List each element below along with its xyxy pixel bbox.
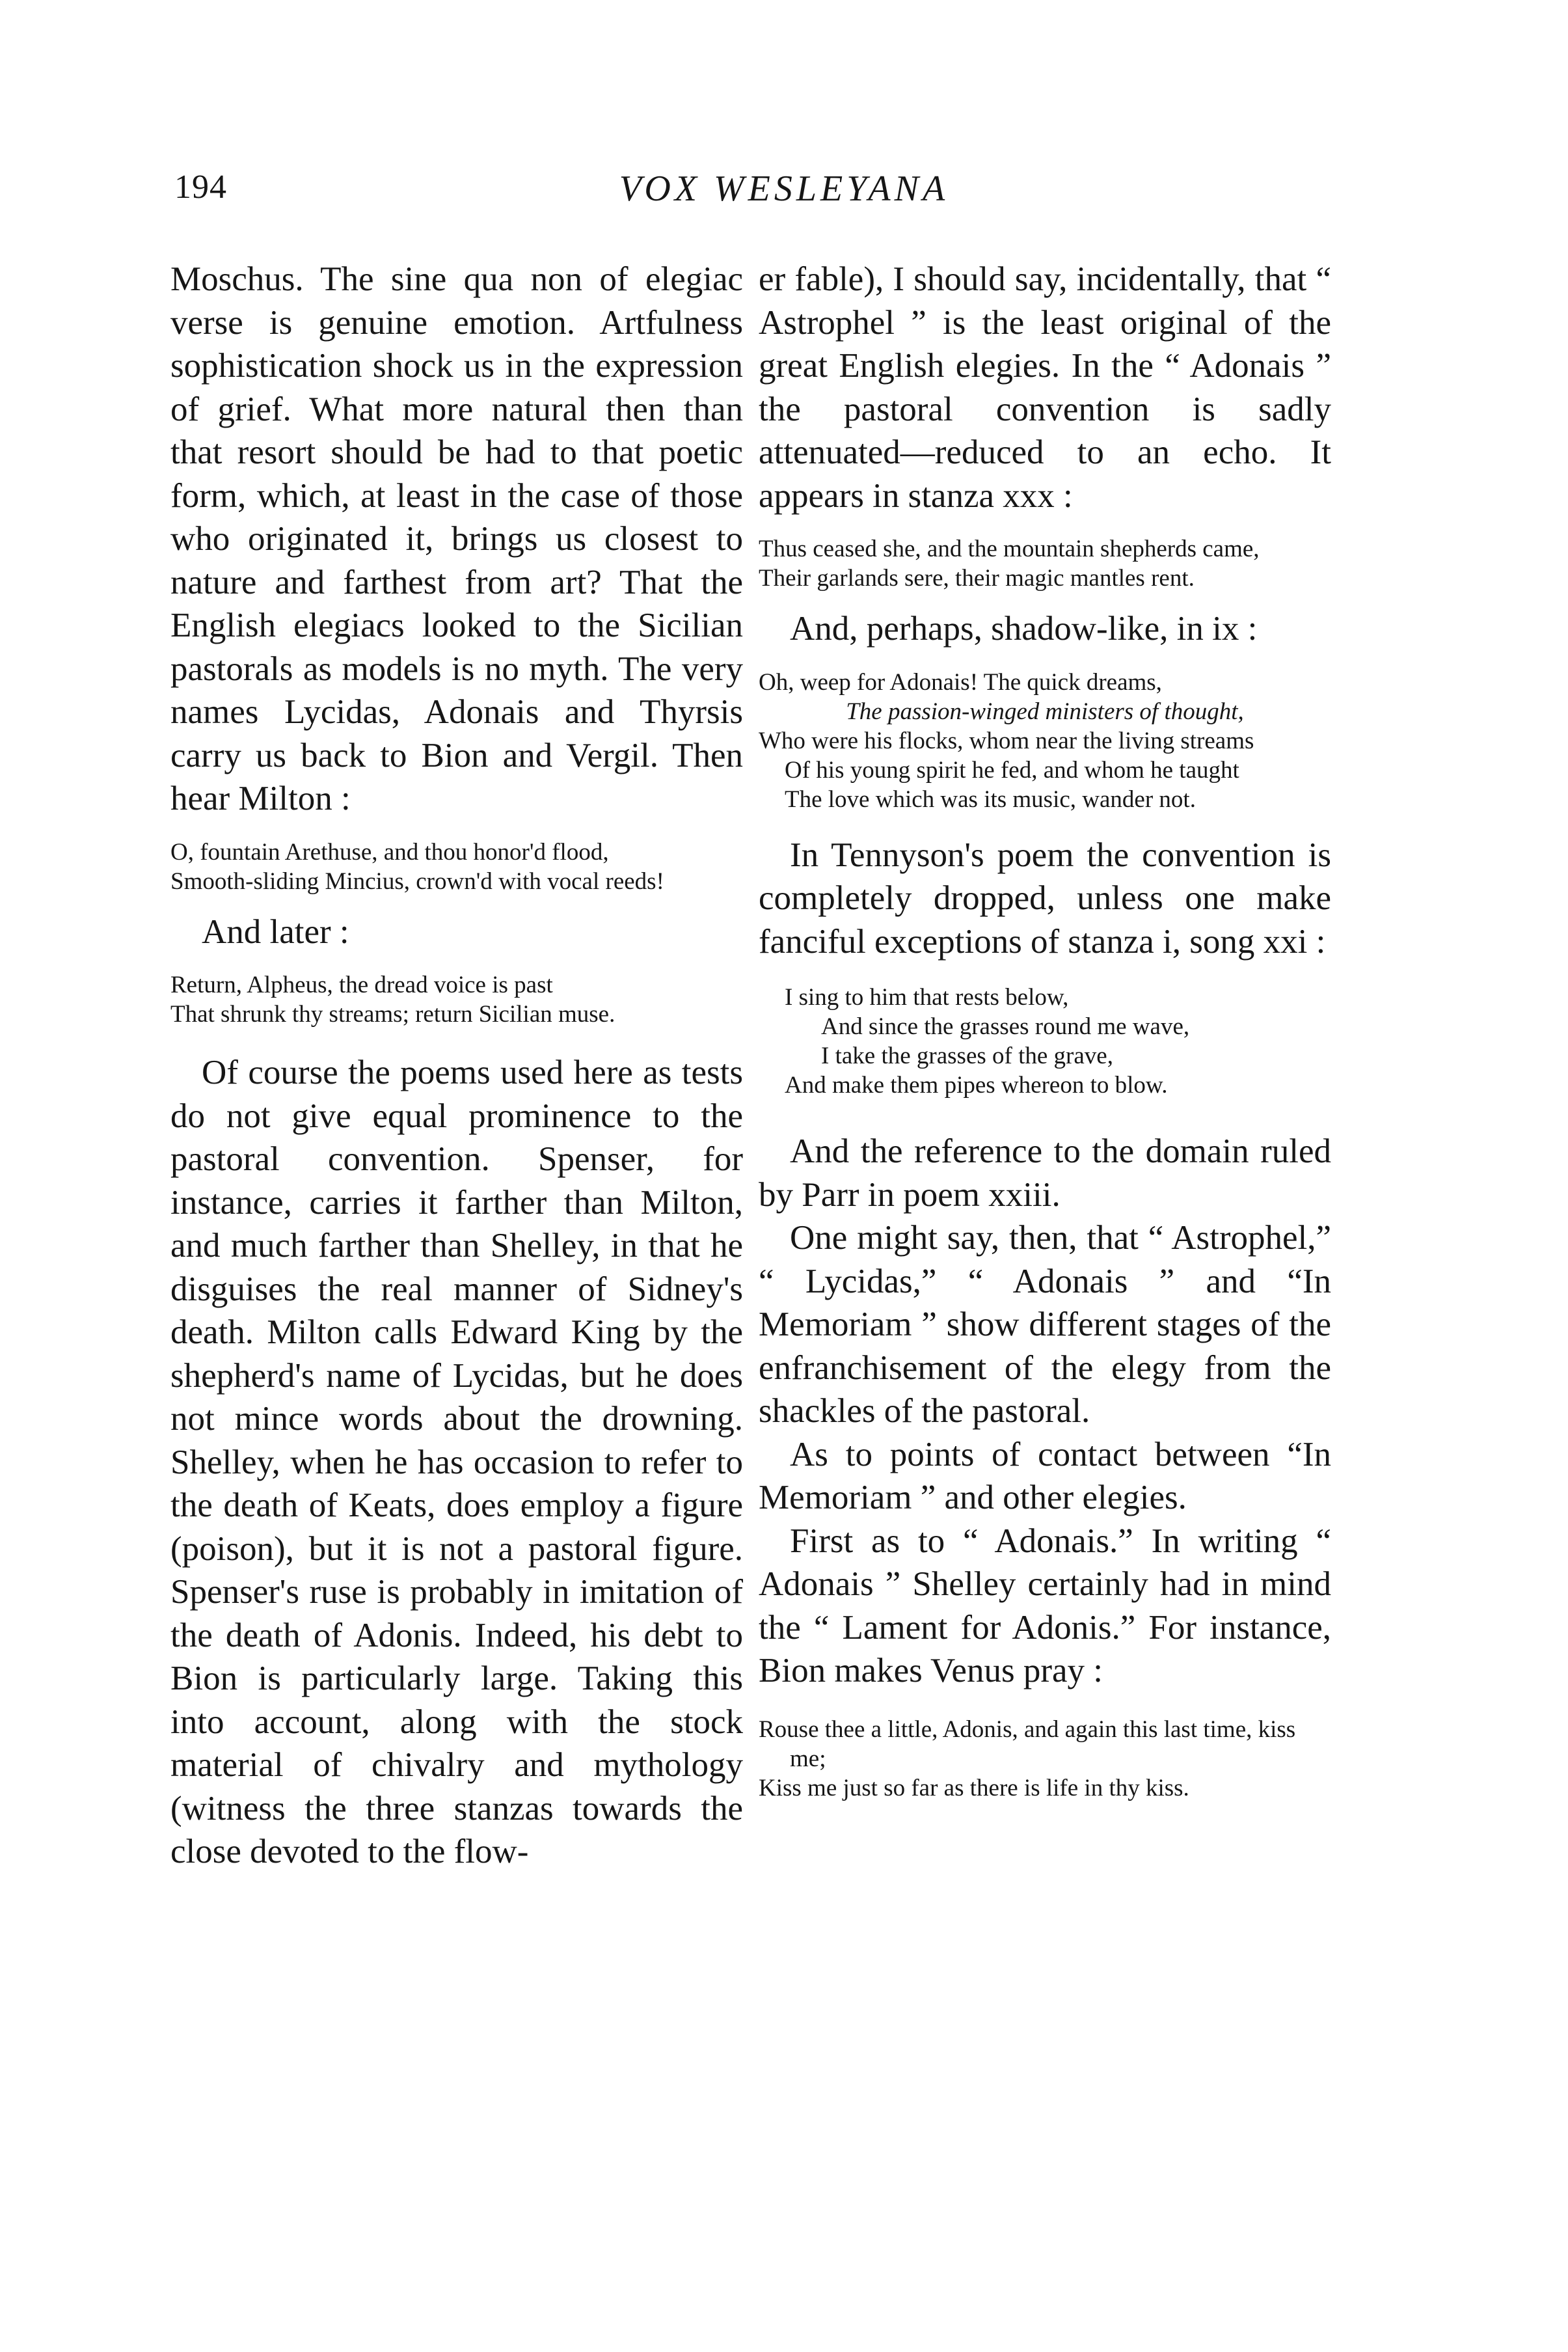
verse-line: Return, Alpheus, the dread voice is past [170,972,553,998]
paragraph: Of course the poems used here as tests do not give equal prominence to the pastoral convention. Spenser, for instance, carries it farther than Milton, and much farther than Shelley, in that he disguises the real manner of Sidney's death. Milton calls Edward King by the shepherd's name of Lycidas, but he does not mince words about the drowning. Shelley, when he has occasion to refer to the death of Keats, does employ a figure (poison), but it is not a pastoral figure. Spenser's ruse is probably in imitation of the death of Adonis. Indeed, his debt to Bion is particularly large. Taking this into account, along with the stock material of chivalry and mythology (witness the three stanzas towards the close devoted to the flow- [170,1054,743,1870]
paragraph: And later : [202,912,349,951]
verse-line: O, fountain Arethuse, and thou honor'd flood, [170,838,609,866]
paragraph: And the reference to the domain ruled by Parr in poem xxiii. [759,1132,1331,1214]
verse-line: I take the grasses of the grave, [821,1043,1113,1069]
left-column [170,258,743,1874]
verse-quote [759,983,1331,1100]
running-title: VOX WESLEYANA [619,169,949,209]
verse-line: And since the grasses round me wave, [821,1013,1190,1040]
verse-line: Oh, weep for Adonais! The quick dreams, [759,668,1162,696]
verse-quote [759,1715,1331,1803]
right-column [759,258,1331,1817]
verse-line: Smooth-sliding Mincius, crown'd with vocal reeds! [170,868,664,895]
page-number: 194 [174,169,227,206]
verse-line: The love which was its music, wander not. [785,786,1196,813]
verse-line: Thus ceased she, and the mountain shepherds came, [759,536,1260,562]
paragraph: Moschus. The sine qua non of elegiac verse is genuine emotion. Artfulness sophistication shock us in the expression of grief. What more natural then than that resort should be had to that poetic form, which, at least in the case of those who originated it, brings us closest to nature and farthest from art? That the English elegiacs looked to the Sicilian pastorals as models is no myth. The very names Lycidas, Adonais and Thyrsis carry us back to Bion and Vergil. Then hear Milton : [170,260,743,817]
verse-line: I sing to him that rests below, [785,984,1069,1011]
verse-line: That shrunk thy streams; return Sicilian muse. [170,1001,615,1028]
verse-line: Rouse thee a little, Adonis, and again this last time, kiss me; [759,1716,1296,1772]
paragraph: er fable), I should say, incidentally, that “ Astrophel ” is the least original of the great English elegies. In the “ Adonais ” the pastoral convention is sadly attenuated—reduced to an echo. It appears in stanza xxx : [759,260,1331,515]
verse-quote [759,534,1331,593]
verse-line: And make them pipes whereon to blow. [785,1072,1168,1099]
verse-line: The passion-winged ministers of thought, [846,698,1244,725]
verse-quote [170,838,743,896]
verse-line: Their garlands sere, their magic mantles rent. [759,565,1195,592]
verse-line: Kiss me just so far as there is life in thy kiss. [759,1774,1189,1801]
verse-quote [759,668,1331,814]
verse-line: Of his young spirit he fed, and whom he taught [785,756,1239,784]
verse-line: Who were his flocks, whom near the living streams [759,727,1254,754]
paragraph: One might say, then, that “ Astrophel,” “ Lycidas,” “ Adonais ” and “In Memoriam ” show different stages of the enfranchisement of the elegy from the shackles of the pastoral. [759,1219,1331,1430]
paragraph: First as to “ Adonais.” In writing “ Adonais ” Shelley certainly had in mind the “ Lament for Adonis.” For instance, Bion makes Venus pray : [759,1522,1331,1689]
verse-quote [170,970,743,1029]
paragraph: In Tennyson's poem the convention is completely dropped, unless one make fanciful exceptions of stanza i, song xxi : [759,836,1331,961]
page-header [0,168,1568,226]
paragraph: And, perhaps, shadow-like, in ix : [790,610,1258,648]
paragraph: As to points of contact between “In Memoriam ” and other elegies. [759,1435,1331,1516]
